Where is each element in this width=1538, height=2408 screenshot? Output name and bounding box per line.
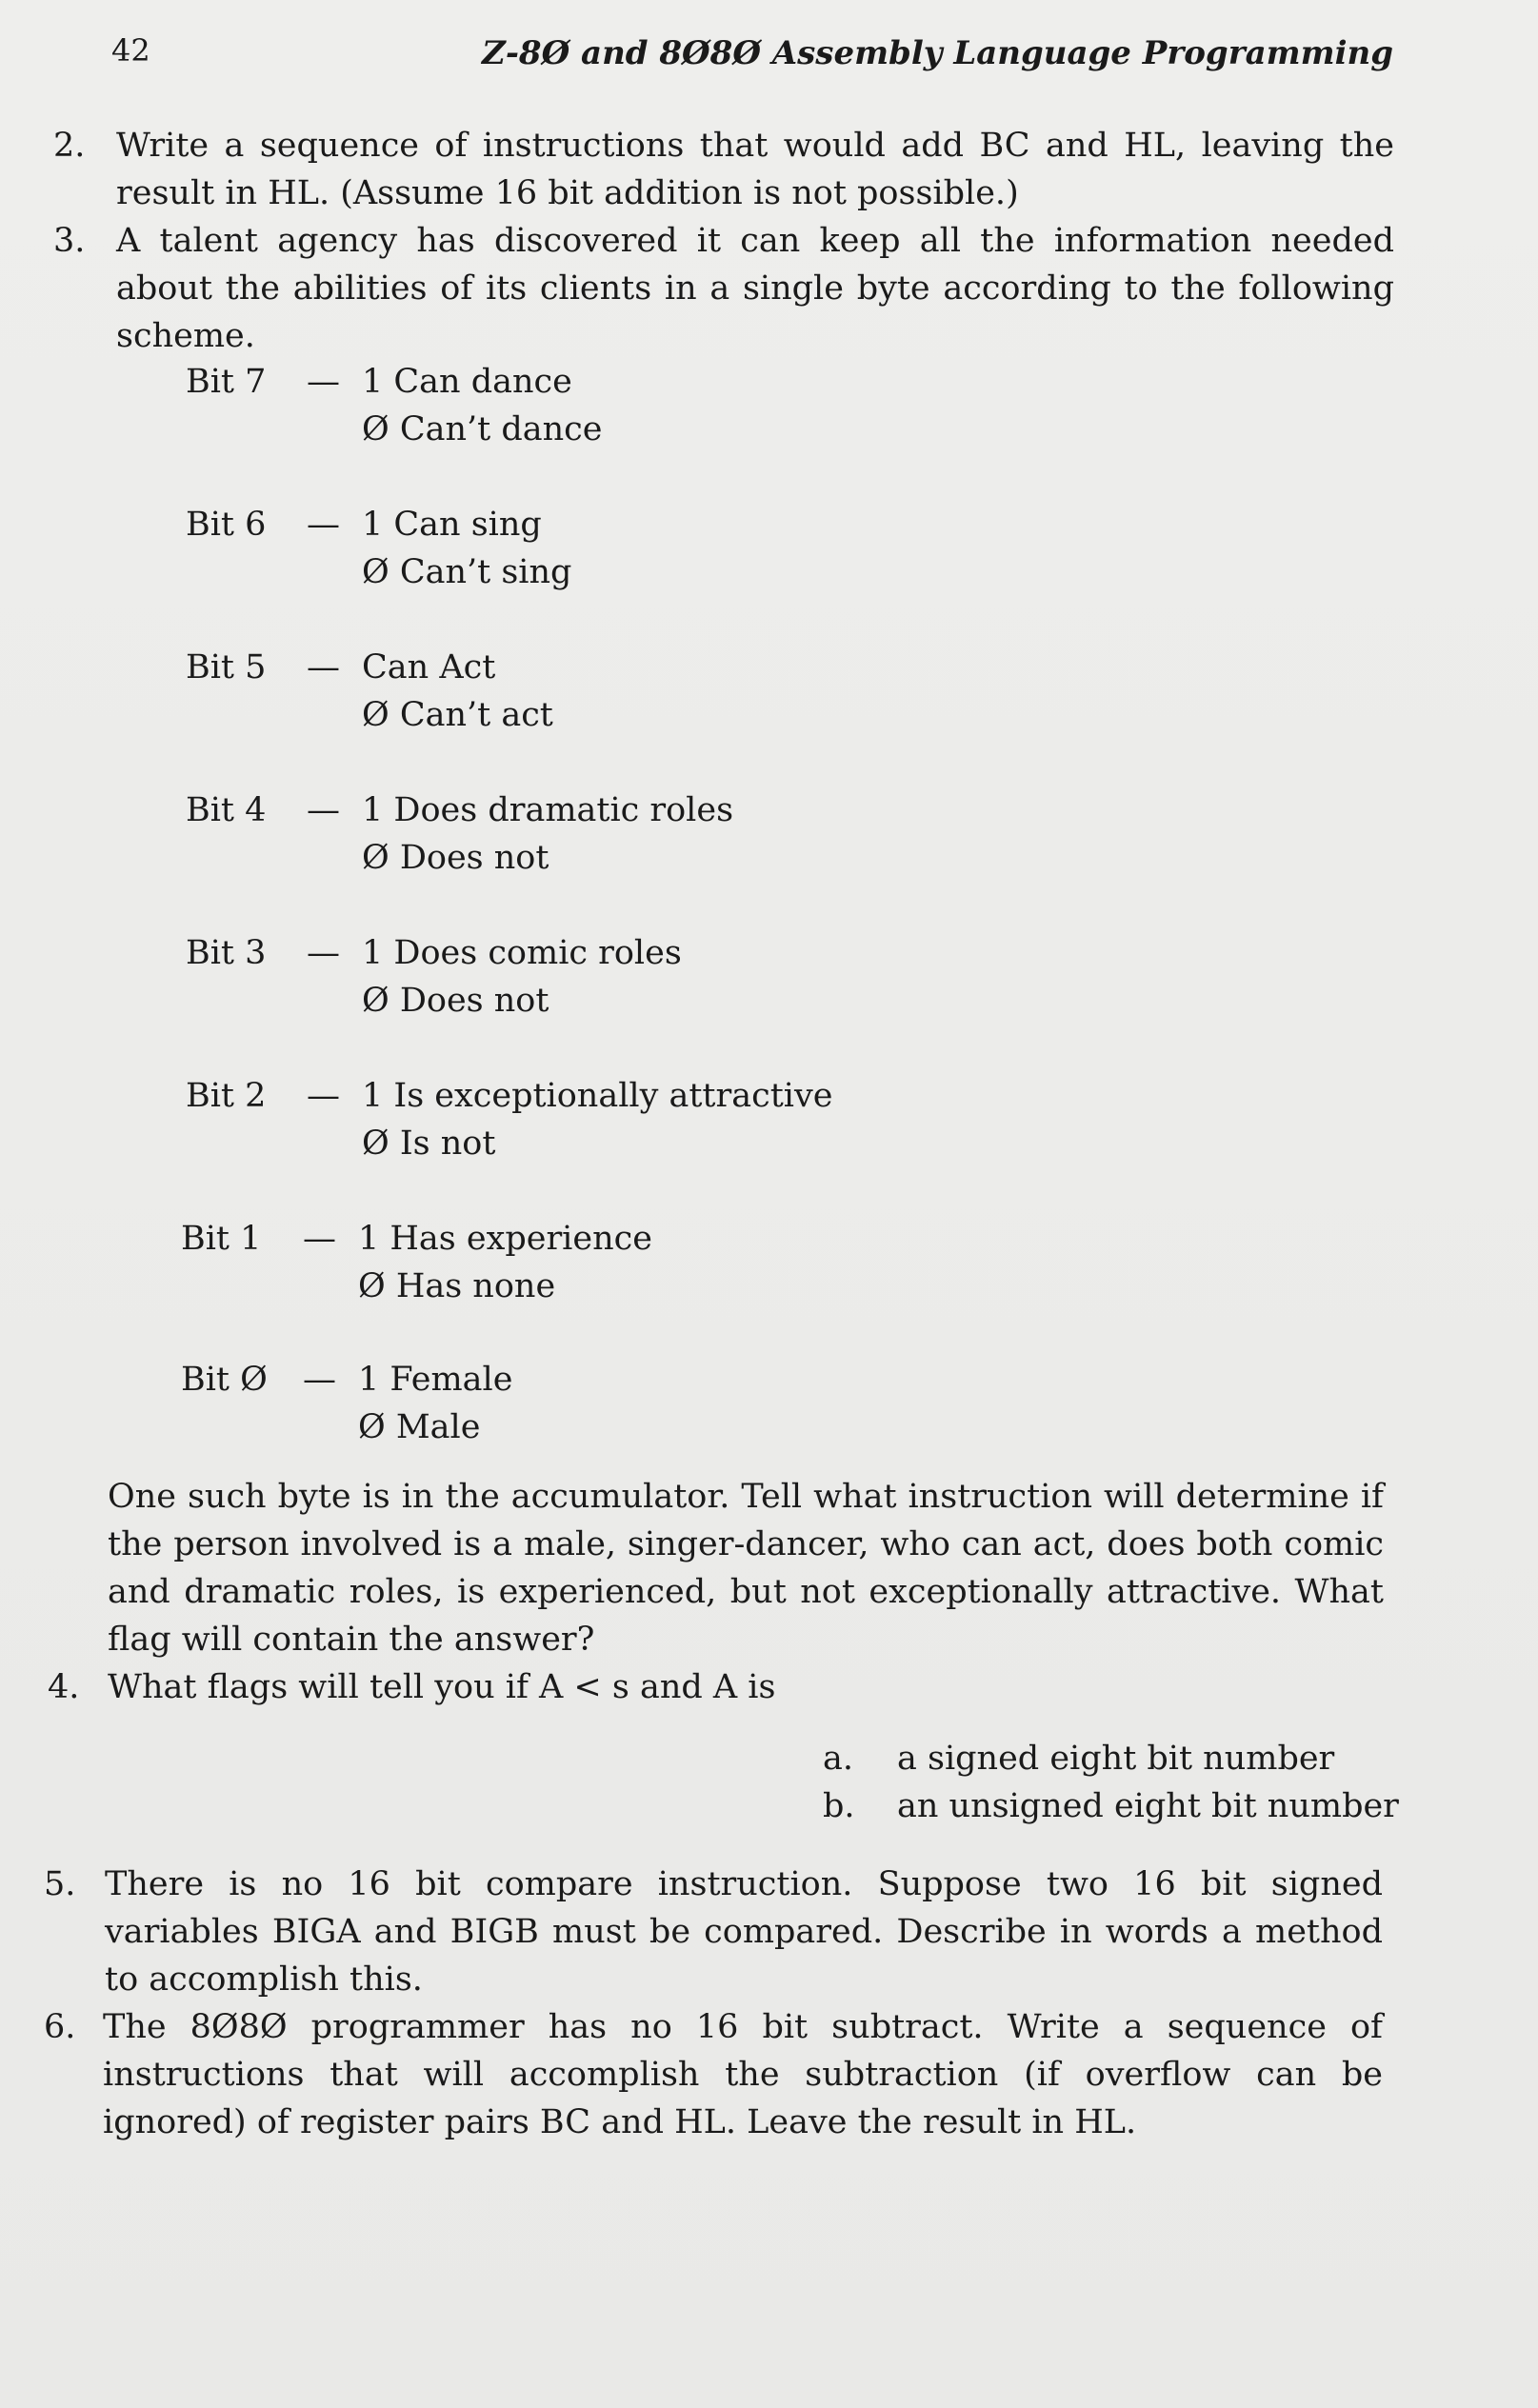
bit-1-clear: Ø Has none <box>358 1267 556 1305</box>
bit-1-set: 1 Has experience <box>358 1220 652 1258</box>
exercise-4-option-a-text: a signed eight bit number <box>897 1740 1335 1778</box>
exercise-2-text: Write a sequence of instructions that would add BC and HL, leaving the result in HL. (Assume 16 bit addition is not possible.) <box>116 127 1394 212</box>
exercise-4-text: What flags will tell you if A < s and A is <box>108 1668 776 1706</box>
bit-6-clear: Ø Can’t sing <box>362 553 572 591</box>
running-head: Z-8Ø and 8Ø8Ø Assembly Language Programming <box>482 34 1393 72</box>
exercise-3-number: 3. <box>53 222 86 260</box>
bit-6-set: 1 Can sing <box>362 506 542 544</box>
exercise-6-text: The 8Ø8Ø programmer has no 16 bit subtract. Write a sequence of instructions that will accomplish the subtraction (if overflow can be ignored) of register pairs BC and HL. Leave the result in HL. <box>103 2008 1383 2141</box>
bit-2-label: Bit 2 <box>186 1077 267 1115</box>
bit-2-dash: — <box>307 1077 340 1115</box>
exercise-6-number: 6. <box>44 2008 76 2046</box>
bit-2-set: 1 Is exceptionally attractive <box>362 1077 833 1115</box>
bit-7-label: Bit 7 <box>186 363 267 401</box>
bit-5-set: Can Act <box>362 648 496 687</box>
exercise-5-text: There is no 16 bit compare instruction. Suppose two 16 bit signed variables BIGA and BIGB must be compared. Describe in words a method to accomplish this. <box>105 1865 1383 1999</box>
page-number: 42 <box>111 32 150 69</box>
bit-1-label: Bit 1 <box>181 1220 262 1258</box>
bit-6-dash: — <box>307 506 340 544</box>
exercise-4-option-a-letter: a. <box>823 1740 853 1778</box>
bit-0-dash: — <box>303 1361 336 1399</box>
bit-1-dash: — <box>303 1220 336 1258</box>
bit-6-label: Bit 6 <box>186 506 267 544</box>
bit-7-dash: — <box>307 363 340 401</box>
bit-2-clear: Ø Is not <box>362 1124 496 1163</box>
bit-4-set: 1 Does dramatic roles <box>362 791 734 829</box>
bit-5-label: Bit 5 <box>186 648 267 687</box>
bit-7-set: 1 Can dance <box>362 363 572 401</box>
exercise-5-number: 5. <box>44 1865 76 1903</box>
bit-5-dash: — <box>307 648 340 687</box>
bit-4-dash: — <box>307 791 340 829</box>
bit-3-set: 1 Does comic roles <box>362 934 682 972</box>
bit-3-label: Bit 3 <box>186 934 267 972</box>
bit-3-dash: — <box>307 934 340 972</box>
exercise-4-number: 4. <box>48 1668 80 1706</box>
exercise-4-option-b-text: an unsigned eight bit number <box>897 1787 1399 1825</box>
exercise-4-option-b-letter: b. <box>823 1787 855 1825</box>
exercise-3-question: One such byte is in the accumulator. Tell what instruction will determine if the person involved is a male, singer-dancer, who can act, does both comic and dramatic roles, is experienced, but not exceptionally attractive. What flag will contain the answer? <box>108 1478 1384 1659</box>
bit-0-set: 1 Female <box>358 1361 513 1399</box>
bit-5-clear: Ø Can’t act <box>362 696 553 734</box>
exercise-3-intro: A talent agency has discovered it can keep all the information needed about the abilities of its clients in a single byte according to the following scheme. <box>116 222 1394 355</box>
bit-4-label: Bit 4 <box>186 791 267 829</box>
bit-0-label: Bit Ø <box>181 1361 268 1399</box>
bit-7-clear: Ø Can’t dance <box>362 410 603 448</box>
bit-3-clear: Ø Does not <box>362 982 549 1020</box>
bit-0-clear: Ø Male <box>358 1408 481 1446</box>
exercise-2-number: 2. <box>53 127 86 165</box>
bit-4-clear: Ø Does not <box>362 839 549 877</box>
